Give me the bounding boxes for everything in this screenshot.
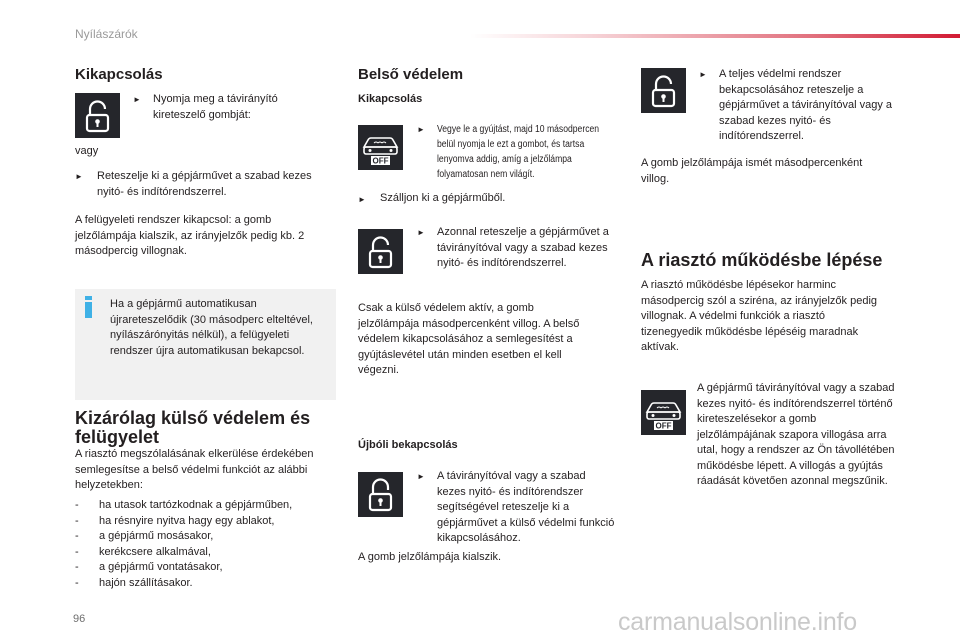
info-text: Ha a gépjármű automatikusan újrareteszelődik (30 másodperc elteltével, nyílászárónyitás nélkül), a felügyeleti rendszer újra automatikusan bekapcsol. xyxy=(110,298,313,357)
middle-bullet-exit: Szálljon ki a gépjárműből. xyxy=(380,192,506,204)
bullet-icon: ► xyxy=(699,70,707,79)
info-icon xyxy=(85,296,92,318)
right-paragraph-1: A gomb jelzőlámpája ismét másodpercenként villog. xyxy=(641,157,863,185)
right-bullet-full: A teljes védelmi rendszer bekapcsolásához reteszelje a gépjárművet a távirányítóval vagy a szabad kezes nyitó- és indítórendszerrel. xyxy=(719,68,893,142)
lock-icon xyxy=(641,68,686,113)
middle-bullet-relock: A távirányítóval vagy a szabad kezes nyitó- és indítórendszer segítségével reteszelje ki a gépjárművet a külső védelmi funkció kikapcsolásához. xyxy=(437,470,615,544)
middle-instruction-condensed: Vegye le a gyújtást, majd 10 másodpercen belül nyomja le ezt a gombot, és tartsa lenyomva addig, amíg a jelzőlámpa folyamatosan nem világít. xyxy=(437,124,600,180)
bullet-icon: ► xyxy=(417,125,425,134)
bullet-icon: ► xyxy=(417,228,425,237)
list-item: - ha utasok tartózkodnak a gépjárműben, xyxy=(75,498,340,514)
header-accent-bar xyxy=(470,34,960,38)
header-title: Nyílászárók xyxy=(75,27,138,41)
lock-icon xyxy=(358,229,403,274)
subtitle-kikapcsolas: Kikapcsolás xyxy=(358,93,423,105)
section-title-alarm-trigger: A riasztó működésbe lépése xyxy=(641,250,883,270)
list-item: - hajón szállításakor. xyxy=(75,576,340,592)
left-paragraph: A felügyeleti rendszer kikapcsol: a gomb jelzőlámpája kialszik, az irányjelzők pedig kb. 2 másodpercig villognak. xyxy=(75,214,305,257)
watermark: carmanualsonline.info xyxy=(618,608,858,636)
car-alarm-off-icon xyxy=(641,390,686,435)
bullet-icon: ► xyxy=(358,195,366,204)
bullet-icon: ► xyxy=(133,95,141,104)
right-paragraph-2: A riasztó működésbe lépésekor harminc másodpercig szól a sziréna, az irányjelzők pedig villognak. A védelmi funkciók a riasztó tizenegyedik működésbe lépéséig maradnak aktívak. xyxy=(641,279,878,353)
list-item: - ha résnyire nyitva hagy egy ablakot, xyxy=(75,514,340,530)
car-alarm-off-icon xyxy=(358,125,403,170)
middle-paragraph: Csak a külső védelem aktív, a gomb jelzőlámpája másodpercenként villog. A belső védelem kikapcsolásához a semlegesítést a gyújtáslevétel után minden esetben el kell végezni. xyxy=(358,302,580,376)
middle-bullet-lock: Azonnal reteszelje a gépjárművet a távirányítóval vagy a szabad kezes nyitó- és indítórendszerrel. xyxy=(437,226,609,269)
bullet-icon: ► xyxy=(417,472,425,481)
list-item: - a gépjármű mosásakor, xyxy=(75,529,340,545)
middle-end-note: A gomb jelzőlámpája kialszik. xyxy=(358,551,502,563)
subtitle-ujboli-bekapcsolas: Újbóli bekapcsolás xyxy=(358,439,458,451)
section-title-kikapcsolas: Kikapcsolás xyxy=(75,66,163,83)
section-title-external: Kizárólag külső védelem és felügyelet xyxy=(75,408,311,447)
page-number: 96 xyxy=(73,613,86,625)
list-item: - a gépjármű vontatásakor, xyxy=(75,560,340,576)
left-bullet-remote: Nyomja meg a távirányító kireteszelő gombját: xyxy=(153,93,278,121)
lock-icon xyxy=(75,93,120,138)
right-alarm-text: A gépjármű távirányítóval vagy a szabad kezes nyitó- és indítórendszerrel történő kireteszelésekor a gomb jelzőlámpájának szapora villogása arra utal, hogy a rendszer az Ön távollétében működésbe lépett. A villogás a gyújtás ráadását követően azonnal megszűnik. xyxy=(697,382,895,487)
off-label: OFF xyxy=(655,421,672,431)
external-intro: A riasztó megszólalásának elkerülése érdekében semlegesítse a belső védelmi funkciót az alábbi helyzetekben: xyxy=(75,448,314,491)
or-label: vagy xyxy=(75,145,99,157)
left-bullet-handsfree: Reteszelje ki a gépjárművet a szabad kezes nyitó- és indítórendszerrel. xyxy=(97,170,312,198)
list-item: - kerékcsere alkalmával, xyxy=(75,545,340,561)
section-title-belso-vedelem: Belső védelem xyxy=(358,66,464,83)
unlock-icon xyxy=(358,472,403,517)
bullet-icon: ► xyxy=(75,172,83,181)
off-label: OFF xyxy=(372,156,389,166)
situations-list xyxy=(75,498,340,591)
